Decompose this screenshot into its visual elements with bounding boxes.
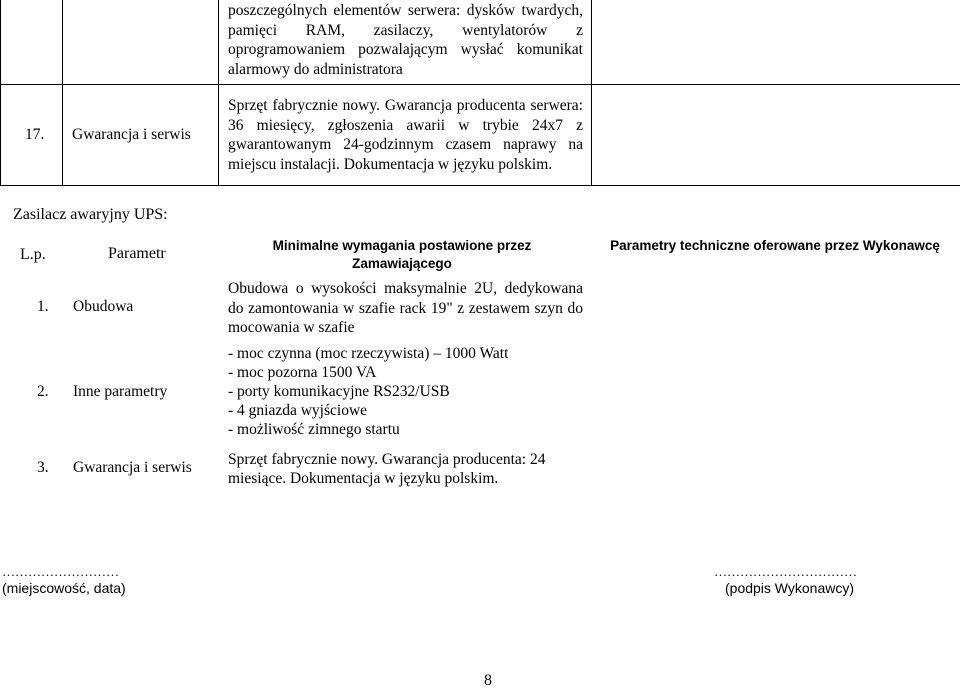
signature-dots: …………………………… (714, 564, 857, 580)
row-number: 17. (1, 85, 63, 186)
table-row (1, 85, 960, 186)
row-parameter: Inne parametry (73, 383, 167, 401)
row-parameter (63, 0, 219, 85)
row-parameter: Gwarancja i serwis (63, 85, 219, 186)
place-date-label: (miejscowość, data) (2, 580, 126, 596)
row-number: 1. (37, 298, 49, 316)
requirement-line: - moc czynna (moc rzeczywista) – 1000 Watt (228, 344, 583, 363)
row-requirement (219, 0, 592, 85)
place-date-dots: ……………………… (2, 564, 119, 580)
requirement-line: - możliwość zimnego startu (228, 420, 583, 439)
row-offer (592, 0, 960, 85)
row-number: 2. (37, 383, 49, 401)
requirement-text: poszczególnych elementów serwera: dysków twardych, pamięci RAM, zasilaczy, wentylatorów z oprogramowaniem pozwalającym wysłać komunikat alarmowy do administratora (228, 0, 583, 79)
header-offer: Parametry techniczne oferowane przez Wykonawcę (610, 237, 940, 255)
row-parameter: Gwarancja i serwis (73, 459, 192, 477)
page-number: 8 (484, 672, 492, 690)
section-title: Zasilacz awaryjny UPS: (13, 206, 168, 224)
header-parameter: Parametr (108, 245, 166, 263)
row-requirement: Obudowa o wysokości maksymalnie 2U, dedykowana do zamontowania w szafie rack 19" z zestawem szyn do mocowania w szafie (228, 279, 583, 338)
server-requirements-table (0, 0, 960, 186)
requirement-line: - moc pozorna 1500 VA (228, 363, 583, 382)
header-requirements: Minimalne wymagania postawione przez Zamawiającego (237, 237, 567, 273)
row-parameter: Obudowa (73, 298, 133, 316)
row-number: 3. (37, 459, 49, 477)
requirement-text: Sprzęt fabrycznie nowy. Gwarancja producenta serwera: 36 miesięcy, zgłoszenia awarii w trybie 24x7 z gwarantowanym 24-godzinnym czasem naprawy na miejscu instalacji. Dokumentacja w języku polskim. (228, 96, 583, 174)
signature-label: (podpis Wykonawcy) (725, 580, 854, 596)
row-requirement (219, 85, 592, 186)
row-offer (592, 85, 960, 186)
row-requirement: Sprzęt fabrycznie nowy. Gwarancja producenta: 24 miesiące. Dokumentacja w języku polskim. (228, 450, 590, 488)
ups-table (0, 232, 960, 497)
row-requirement (228, 344, 583, 439)
table-row (1, 0, 960, 85)
requirement-line: - 4 gniazda wyjściowe (228, 401, 583, 420)
requirement-line: - porty komunikacyjne RS232/USB (228, 382, 583, 401)
header-lp: L.p. (20, 246, 46, 264)
row-number (1, 0, 63, 85)
